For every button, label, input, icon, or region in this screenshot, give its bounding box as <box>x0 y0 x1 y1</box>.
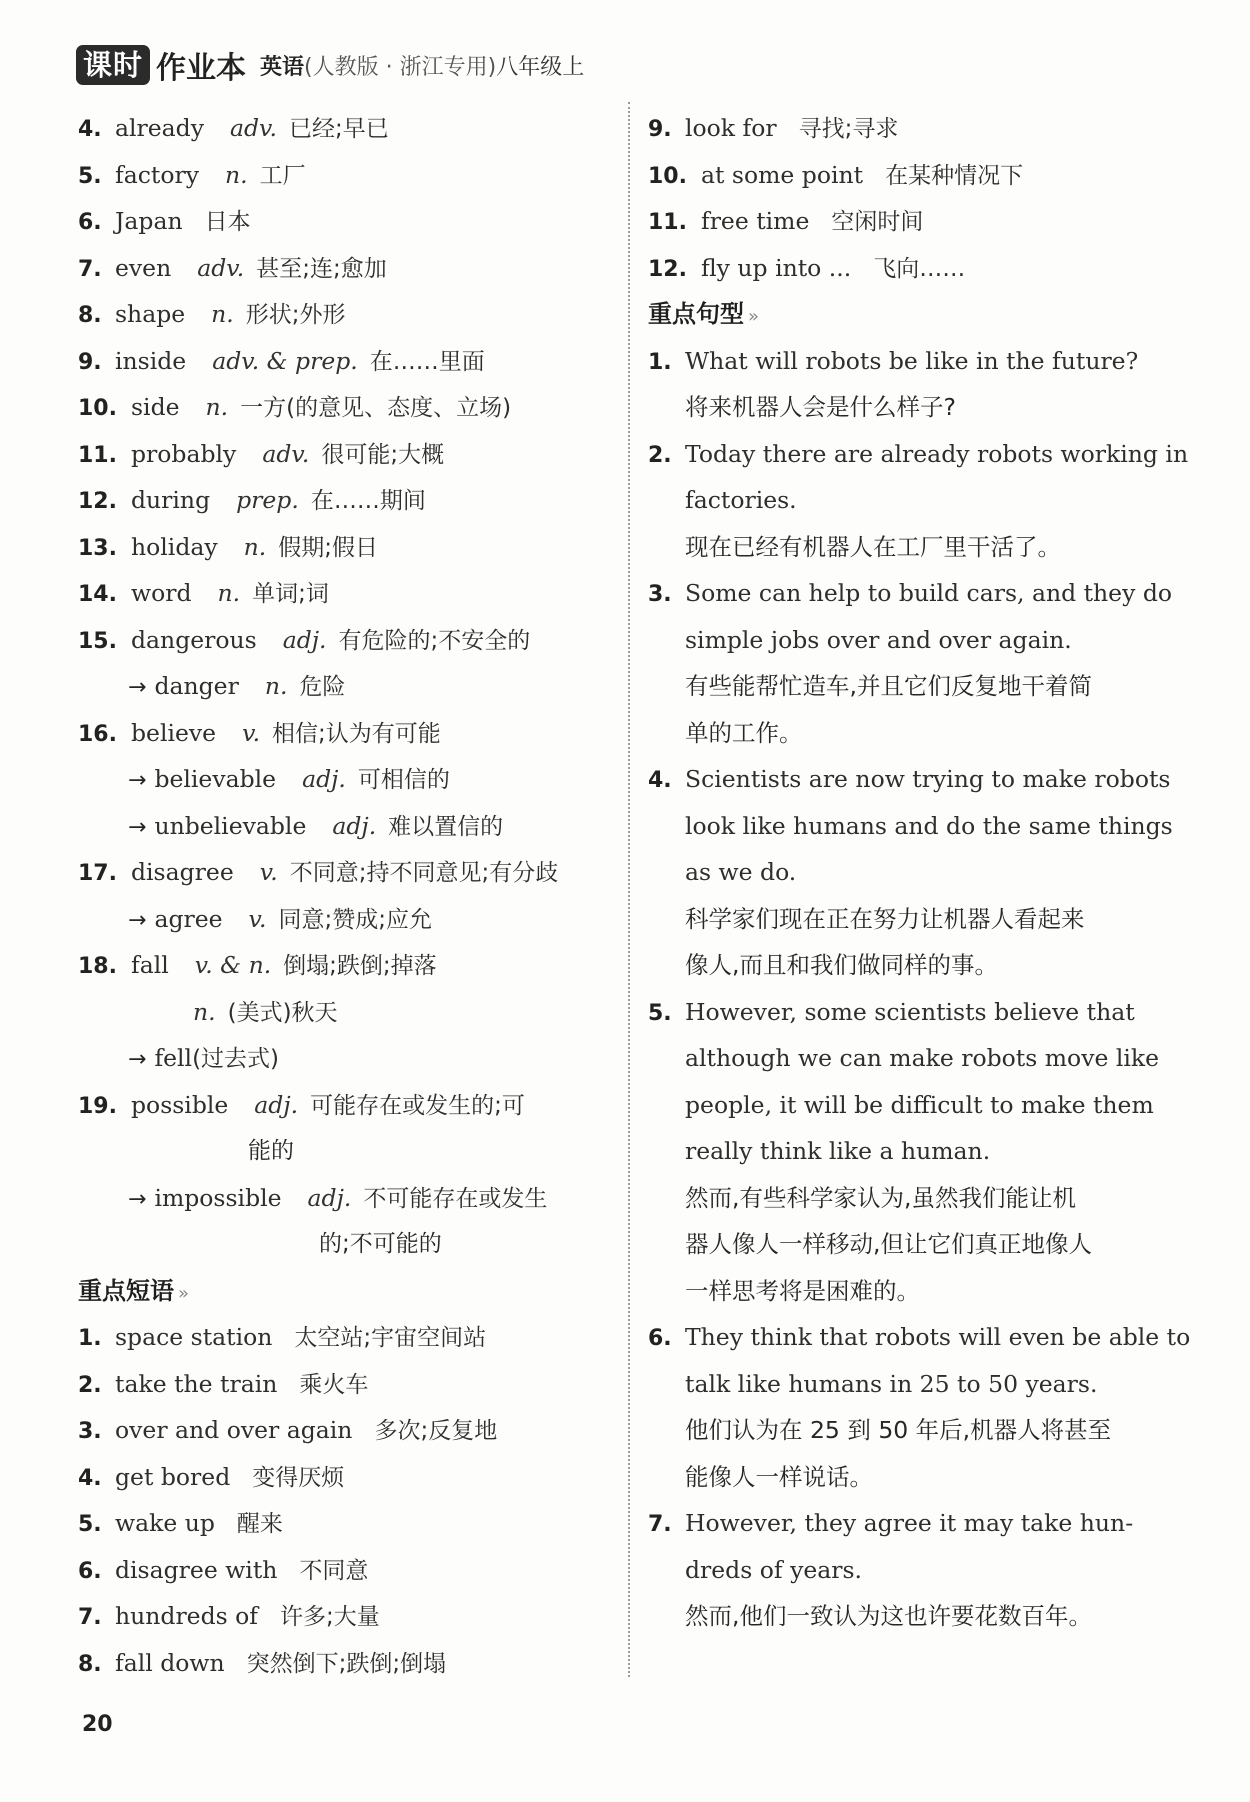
page-header <box>76 40 584 90</box>
english-sentence-line <box>648 1128 1183 1175</box>
chinese-translation-line: 有些能帮忙造车,并且它们反复地干着简 <box>685 672 1092 700</box>
chinese-meaning: 甚至;连;愈加 <box>256 255 387 282</box>
chinese-translation-line: 像人,而且和我们做同样的事。 <box>685 951 998 979</box>
edition: (人教版 · 浙江专用) <box>304 54 497 80</box>
item-number: 1. <box>648 349 672 375</box>
meaning-continuation: 能的 <box>248 1138 294 1164</box>
sentence-text: as we do. <box>685 858 797 886</box>
derived-word <box>78 1035 623 1082</box>
derived-word <box>78 663 623 710</box>
sentence-text: Today there are already robots working in <box>685 439 1189 468</box>
english-phrase: fall down <box>115 1648 225 1677</box>
arrow-icon: → <box>128 1047 147 1072</box>
sentence-text: people, it will be difficult to make them <box>685 1090 1154 1119</box>
chinese-meaning: 不同意 <box>299 1557 369 1584</box>
part-of-speech: adj. <box>307 1183 352 1212</box>
english-sentence-line <box>648 849 1183 896</box>
chinese-translation-line: 科学家们现在正在努力让机器人看起来 <box>685 904 1085 933</box>
chinese-translation-line: 将来机器人会是什么样子? <box>685 393 956 421</box>
part-of-speech: adj. <box>282 625 327 654</box>
item-number: 7. <box>648 1512 672 1537</box>
sentence-item <box>648 338 1183 431</box>
part-of-speech: n. <box>205 393 229 421</box>
item-number: 4. <box>78 117 102 142</box>
vocab-item <box>78 710 623 757</box>
english-sentence-line <box>648 617 1183 664</box>
logo-badge: 课时 <box>76 45 150 85</box>
item-number: 9. <box>648 117 672 142</box>
sentence-item <box>648 756 1183 989</box>
sentence-text: However, they agree it may take hun- <box>685 1509 1134 1537</box>
part-of-speech: prep. <box>236 486 299 514</box>
arrow-icon: → <box>128 675 147 700</box>
vocab-item <box>78 524 623 571</box>
english-phrase: take the train <box>115 1369 278 1398</box>
sentence-text: What will robots be like in the future? <box>685 346 1139 375</box>
english-word: impossible <box>154 1183 282 1212</box>
derived-word <box>78 756 623 803</box>
english-sentence-line <box>648 570 1183 617</box>
english-phrase: disagree with <box>115 1555 278 1584</box>
item-number: 8. <box>78 303 102 328</box>
chinese-meaning: 已经;早已 <box>289 116 389 142</box>
chinese-meaning: 工厂 <box>259 162 306 189</box>
english-phrase: hundreds of <box>115 1602 259 1630</box>
sentence-text: Some can help to build cars, and they do <box>685 579 1173 607</box>
item-number: 4. <box>78 1465 102 1491</box>
item-number: 3. <box>648 582 672 607</box>
item-number: 15. <box>78 628 117 654</box>
chinese-meaning: 难以置信的 <box>388 813 504 840</box>
chinese-meaning: 在某种情况下 <box>885 162 1024 189</box>
phrase-item <box>648 105 1183 152</box>
english-sentence-line <box>648 756 1183 803</box>
vocab-item <box>78 477 623 524</box>
part-of-speech: v. <box>248 904 267 933</box>
english-word: possible <box>131 1090 229 1119</box>
chinese-meaning: 相信;认为有可能 <box>272 720 441 747</box>
part-of-speech: adj. <box>332 811 377 840</box>
chinese-meaning: 变得厌烦 <box>252 1464 345 1491</box>
phrase-item <box>648 245 1183 292</box>
sentences-list <box>648 338 1191 1640</box>
derived-word <box>78 896 623 943</box>
arrow-icon: → <box>128 768 147 793</box>
chinese-meaning: (过去式) <box>192 1046 280 1072</box>
chinese-translation-line: 一样思考将是困难的。 <box>685 1276 920 1305</box>
right-column <box>648 105 1191 1640</box>
item-number: 18. <box>78 954 117 979</box>
sentence-text: However, some scientists believe that <box>685 997 1135 1026</box>
item-number: 1. <box>78 1326 102 1351</box>
english-phrase: over and over again <box>115 1416 353 1444</box>
chinese-meaning: 飞向…… <box>873 255 966 282</box>
english-phrase: get bored <box>115 1462 231 1491</box>
english-word: dangerous <box>131 625 257 654</box>
english-word: fall <box>131 951 169 979</box>
english-word: even <box>115 253 172 282</box>
chinese-translation-line: 现在已经有机器人在工厂里干活了。 <box>685 532 1061 561</box>
item-number: 6. <box>78 1558 102 1584</box>
chinese-meaning: 空闲时间 <box>831 209 924 235</box>
phrase-item <box>648 152 1183 199</box>
english-sentence-line <box>648 1082 1183 1129</box>
chinese-translation-line: 他们认为在 25 到 50 年后,机器人将甚至 <box>685 1416 1112 1444</box>
vocab-item <box>78 617 623 664</box>
vocab-item <box>78 942 623 989</box>
derived-word <box>78 803 623 850</box>
english-word: believable <box>154 765 277 793</box>
chinese-meaning: 倒塌;跌倒;掉落 <box>283 953 437 979</box>
sentence-text: simple jobs over and over again. <box>685 625 1072 654</box>
chinese-meaning: 突然倒下;跌倒;倒塌 <box>246 1650 447 1677</box>
part-of-speech: n. <box>264 672 288 700</box>
sentence-text: really think like a human. <box>685 1137 991 1165</box>
item-number: 3. <box>78 1419 102 1444</box>
phrases-list-right <box>648 105 1183 291</box>
part-of-speech: n. <box>224 160 248 189</box>
item-number: 6. <box>648 1326 672 1351</box>
vocab-list <box>78 105 623 1268</box>
chinese-meaning: 太空站;宇宙空间站 <box>294 1325 487 1351</box>
vocab-item <box>78 245 623 292</box>
column-divider <box>628 102 630 1677</box>
item-number: 19. <box>78 1093 117 1119</box>
sentence-text: look like humans and do the same things <box>685 811 1173 840</box>
arrow-icon: → <box>128 814 147 840</box>
english-sentence-line <box>648 1547 1183 1594</box>
chinese-meaning: 多次;反复地 <box>374 1418 498 1444</box>
part-of-speech: adv. & prep. <box>212 346 358 375</box>
part-of-speech: adj. <box>302 765 346 793</box>
item-number: 12. <box>78 489 117 514</box>
phrase-item <box>78 1547 623 1594</box>
phrase-item <box>78 1314 623 1361</box>
chinese-translation-line: 然而,他们一致认为这也许要花数百年。 <box>685 1602 1092 1630</box>
english-phrase: wake up <box>115 1509 215 1537</box>
chinese-translation-line: 能像人一样说话。 <box>685 1462 873 1491</box>
extra-meaning <box>78 989 623 1036</box>
chinese-meaning: 醒来 <box>236 1511 283 1537</box>
chinese-meaning: 不同意;持不同意见;有分歧 <box>289 860 559 886</box>
chinese-meaning: 寻找;寻求 <box>798 116 899 142</box>
english-word: during <box>131 486 211 514</box>
english-sentence-line <box>648 338 1183 385</box>
chinese-meaning: 许多;大量 <box>280 1604 380 1630</box>
item-number: 8. <box>78 1651 102 1677</box>
item-number: 5. <box>648 1000 672 1026</box>
phrases-list-left <box>78 1314 623 1686</box>
phrase-item <box>78 1500 623 1547</box>
vocab-item <box>78 105 623 152</box>
page-number: 20 <box>82 1712 113 1737</box>
english-word: unbelievable <box>154 811 307 840</box>
chinese-meaning: 可能存在或发生的;可 <box>310 1092 525 1119</box>
sentence-item <box>648 1314 1191 1500</box>
english-phrase: look for <box>685 114 777 142</box>
english-word: already <box>115 114 204 142</box>
sentence-item <box>648 1500 1183 1640</box>
english-sentence-line <box>648 1500 1183 1547</box>
item-number: 2. <box>78 1372 102 1398</box>
english-word: believe <box>131 718 217 747</box>
phrase-item <box>78 1361 623 1408</box>
english-word: probably <box>131 439 237 468</box>
part-of-speech: adj. <box>254 1090 299 1119</box>
phrase-item <box>78 1640 623 1687</box>
chinese-meaning: 可相信的 <box>357 767 450 793</box>
chinese-translation-line: 器人像人一样移动,但让它们真正地像人 <box>685 1230 1092 1258</box>
chinese-meaning: 日本 <box>204 209 251 235</box>
sentence-text: dreds of years. <box>685 1555 863 1584</box>
part-of-speech: adv. <box>230 114 278 142</box>
part-of-speech: n. <box>243 532 267 561</box>
english-word: danger <box>154 672 239 700</box>
arrow-icon: → <box>128 1186 147 1212</box>
chinese-meaning: 危险 <box>299 674 346 700</box>
sentence-text: talk like humans in 25 to 50 years. <box>685 1369 1098 1398</box>
part-of-speech: adv. <box>262 439 310 468</box>
sentence-text: although we can make robots move like <box>685 1044 1160 1072</box>
vocab-item <box>78 570 623 617</box>
chinese-meaning: 一方(的意见、态度、立场) <box>240 395 512 421</box>
english-word: fell <box>154 1044 193 1072</box>
subject-line <box>260 50 584 81</box>
arrow-icon: → <box>128 907 147 933</box>
sentences-title: 重点句型 » <box>648 300 760 328</box>
vocab-item <box>78 384 623 431</box>
sentence-item <box>648 570 1183 756</box>
part-of-speech: adv. <box>197 253 245 282</box>
phrases-title: 重点短语 » <box>78 1276 190 1305</box>
item-number: 10. <box>78 396 117 421</box>
english-sentence-line <box>648 1314 1191 1361</box>
chinese-meaning: 假期;假日 <box>278 534 379 561</box>
vocab-item <box>78 291 623 338</box>
sentence-text: factories. <box>685 486 797 514</box>
item-number: 6. <box>78 210 102 235</box>
left-column <box>78 105 623 1686</box>
english-word: shape <box>115 300 186 328</box>
part-of-speech: v. <box>259 858 278 886</box>
english-sentence-line <box>648 431 1189 478</box>
item-number: 11. <box>648 210 687 235</box>
english-word: word <box>131 579 192 607</box>
english-word: holiday <box>131 532 218 561</box>
english-sentence-line <box>648 803 1183 850</box>
phrase-item <box>78 1454 623 1501</box>
phrase-item <box>648 198 1183 245</box>
vocab-item <box>78 198 623 245</box>
chinese-meaning: 不可能存在或发生 <box>363 1185 548 1212</box>
derived-word <box>78 1175 623 1222</box>
meaning-continuation: 的;不可能的 <box>319 1231 442 1257</box>
item-number: 14. <box>78 582 117 607</box>
vocab-item <box>78 431 623 478</box>
chinese-meaning: (美式)秋天 <box>227 999 338 1026</box>
sentence-text: They think that robots will even be able to <box>685 1323 1191 1351</box>
english-sentence-line <box>648 477 1183 524</box>
item-number: 7. <box>78 1605 102 1630</box>
chinese-meaning: 同意;赞成;应允 <box>278 906 433 933</box>
item-number: 2. <box>648 442 672 468</box>
logo-text: 作业本 <box>156 51 247 86</box>
chinese-meaning: 乘火车 <box>299 1371 369 1398</box>
part-of-speech: n. <box>193 997 216 1026</box>
chinese-meaning: 单词;词 <box>252 581 329 607</box>
english-word: agree <box>154 904 223 933</box>
sentence-item <box>648 989 1183 1315</box>
chinese-translation-line: 单的工作。 <box>685 718 803 747</box>
chinese-meaning: 在……里面 <box>369 348 485 375</box>
sentence-item <box>648 431 1189 571</box>
chinese-translation-line: 然而,有些科学家认为,虽然我们能让机 <box>685 1183 1076 1212</box>
item-number: 11. <box>78 442 117 468</box>
part-of-speech: v. <box>242 718 261 747</box>
vocab-item <box>78 1082 623 1129</box>
subject: 英语 <box>260 54 305 80</box>
item-number: 7. <box>78 256 102 282</box>
phrase-item <box>78 1593 623 1640</box>
grade: 八年级上 <box>496 54 585 80</box>
item-number: 16. <box>78 721 117 747</box>
english-sentence-line <box>648 1361 1183 1408</box>
english-word: side <box>131 393 180 421</box>
chinese-meaning: 很可能;大概 <box>321 441 445 468</box>
english-word: inside <box>115 346 187 375</box>
item-number: 9. <box>78 349 102 375</box>
english-word: factory <box>115 160 199 189</box>
part-of-speech: n. <box>211 300 234 328</box>
english-phrase: space station <box>115 1323 273 1351</box>
item-number: 4. <box>648 768 672 793</box>
english-sentence-line <box>648 989 1183 1036</box>
part-of-speech: v. & n. <box>194 951 272 979</box>
item-number: 17. <box>78 861 117 886</box>
vocab-item <box>78 849 623 896</box>
sentence-text: Scientists are now trying to make robots <box>685 765 1171 793</box>
english-word: disagree <box>131 858 234 886</box>
chinese-meaning: 形状;外形 <box>245 302 346 328</box>
english-phrase: free time <box>701 207 810 235</box>
chinese-meaning: 有危险的;不安全的 <box>338 627 531 654</box>
vocab-item <box>78 338 623 385</box>
english-phrase: at some point <box>701 160 864 189</box>
item-number: 5. <box>78 1512 102 1537</box>
item-number: 5. <box>78 163 102 189</box>
phrase-item <box>78 1407 623 1454</box>
english-phrase: fly up into ... <box>701 253 852 282</box>
part-of-speech: n. <box>217 579 241 607</box>
vocab-item <box>78 152 623 199</box>
english-sentence-line <box>648 1035 1183 1082</box>
item-number: 12. <box>648 256 687 282</box>
logo <box>76 43 246 87</box>
english-word: Japan <box>115 207 183 235</box>
chinese-meaning: 在……期间 <box>310 488 426 514</box>
item-number: 13. <box>78 535 117 561</box>
item-number: 10. <box>648 163 687 189</box>
